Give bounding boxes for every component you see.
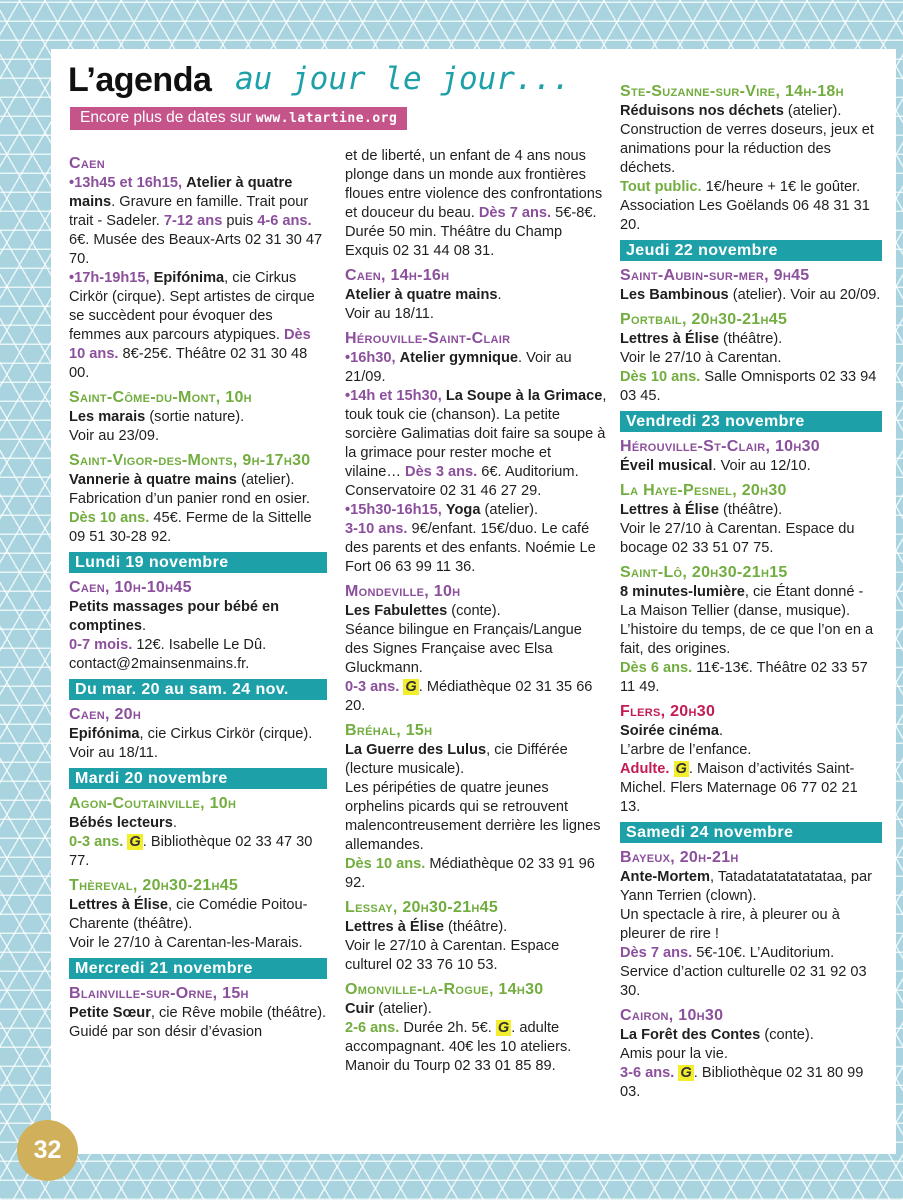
event: Les Fabulettes (conte). Séance bilingue en Français/Langue des Signes Française avec Elsa Gluckmann. 0-3 ans. G . Médiathèque 02 31 35 66 20.	[345, 603, 593, 714]
free-badge: G	[405, 679, 417, 695]
event: •16h30, Atelier gymnique. Voir au 21/09.	[345, 350, 572, 385]
event-place: Saint-Vigor-des-Monts, 9h-17h30	[69, 452, 311, 469]
page-number: 32	[17, 1120, 78, 1181]
event-place: Hérouville-St-Clair, 10h30	[620, 438, 820, 455]
event: Lettres à Élise, cie Comédie Poitou-Charente (théâtre). Voir le 27/10 à Carentan-les-Marais.	[69, 897, 308, 951]
event-place: Portbail, 20h30-21h45	[620, 311, 788, 328]
agenda-page	[51, 49, 896, 1154]
event-place: Saint-Aubin-sur-mer, 9h45	[620, 267, 810, 284]
event-place: La Haye-Pesnel, 20h30	[620, 482, 787, 499]
free-badge: G	[680, 1065, 692, 1081]
event: •13h45 et 16h15, Atelier à quatre mains. Gravure en famille. Trait pour trait - Sadeler. 7-12 ans puis 4-6 ans. 6€. Musée des Beaux-Arts 02 31 30 47 70.	[69, 175, 323, 267]
website-banner	[70, 107, 407, 130]
date-band: Lundi 19 novembre	[69, 552, 327, 573]
event-place: Hérouville-Saint-Clair	[345, 330, 511, 347]
date-band: Samedi 24 novembre	[620, 822, 882, 843]
event: •17h-19h15, Epifónima, cie Cirkus Cirkör (cirque). Sept artistes de cirque se succèdent pour évoquer des femmes aux parcours atypiques. Dès 10 ans. 8€-25€. Théâtre 02 31 30 48 00.	[69, 270, 315, 381]
column-1	[69, 149, 327, 1042]
event-place: Omonville-la-Rogue, 14h30	[345, 981, 544, 998]
event: Lettres à Élise (théâtre). Voir le 27/10 à Carentan. Espace du bocage 02 33 51 07 75.	[620, 502, 855, 556]
event: Lettres à Élise (théâtre). Voir le 27/10 à Carentan. Dès 10 ans. Salle Omnisports 02 33 94 03 45.	[620, 331, 877, 404]
event-continued: et de liberté, un enfant de 4 ans nous plonge dans un monde aux frontières floues entre violence des confrontations et douceur du beau. Dès 7 ans. 5€-8€. Durée 50 min. Théâtre du Champ Exquis 02 31 44 08 31.	[345, 148, 603, 259]
event-place: Flers, 20h30	[620, 703, 716, 720]
event: Epifónima, cie Cirkus Cirkör (cirque). Voir au 18/11.	[69, 726, 313, 761]
banner-text: Encore plus de dates sur	[80, 109, 256, 126]
event: La Forêt des Contes (conte). Amis pour la vie. 3-6 ans. G . Bibliothèque 02 31 80 99 03.	[620, 1027, 864, 1100]
event: Les Bambinous (atelier). Voir au 20/09.	[620, 287, 881, 303]
date-band: Mercredi 21 novembre	[69, 958, 327, 979]
event-place: Thèreval, 20h30-21h45	[69, 877, 239, 894]
column-3	[620, 77, 882, 1102]
event: Vannerie à quatre mains (atelier). Fabrication d’un panier rond en osier. Dès 10 ans. 45€. Ferme de la Sittelle 09 51 30-28 92.	[69, 472, 312, 545]
event-place: Saint-Lô, 20h30-21h15	[620, 564, 788, 581]
date-band: Mardi 20 novembre	[69, 768, 327, 789]
event-place: Lessay, 20h30-21h45	[345, 899, 499, 916]
event: Réduisons nos déchets (atelier). Construction de verres doseurs, jeux et animations pour la réduction des déchets. Tout public. 1€/heure + 1€ le goûter. Association Les Goëlands 06 48 31 31 20.	[620, 103, 874, 233]
event: •14h et 15h30, La Soupe à la Grimace, touk touk cie (chanson). La petite sorcière Galimatias doit faire sa soupe à la grimace pour rester moche et vilaine… Dès 3 ans. 6€. Auditorium. Conservatoire 02 31 46 27 29.	[345, 388, 607, 499]
event-place: Agon-Coutainville, 10h	[69, 795, 237, 812]
date-band: Jeudi 22 novembre	[620, 240, 882, 261]
event-place: Ste-Suzanne-sur-Vire, 14h-18h	[620, 83, 844, 100]
event-place: Bréhal, 15h	[345, 722, 433, 739]
event-place: Caen	[69, 155, 105, 172]
event: La Guerre des Lulus, cie Différée (lecture musicale). Les péripéties de quatre jeunes orphelins picards qui se retrouvent malencontreusement derrière les lignes allemandes. Dès 10 ans. Médiathèque 02 33 91 96 92.	[345, 742, 601, 891]
column-2	[345, 147, 607, 1076]
event: Ante-Mortem, Tatadatatatatatataa, par Yann Terrien (clown). Un spectacle à rire, à pleurer ou à pleurer de rire ! Dès 7 ans. 5€-10€. L’Auditorium. Service d’action culturelle 02 31 92 03 30.	[620, 869, 873, 999]
event: Lettres à Élise (théâtre). Voir le 27/10 à Carentan. Espace culturel 02 33 76 10 53.	[345, 919, 560, 973]
event: Petits massages pour bébé en comptines. 0-7 mois. 12€. Isabelle Le Dû. contact@2mainsenmains.fr.	[69, 599, 280, 672]
event-place: Blainville-sur-Orne, 15h	[69, 985, 249, 1002]
free-badge: G	[675, 761, 687, 777]
event: 8 minutes-lumière, cie Étant donné - La Maison Tellier (danse, musique). L’histoire du temps, de ce que l’on en a fait, des origines. Dès 6 ans. 11€-13€. Théâtre 02 33 57 11 49.	[620, 584, 874, 695]
date-band: Du mar. 20 au sam. 24 nov.	[69, 679, 327, 700]
event: Éveil musical. Voir au 12/10.	[620, 458, 811, 474]
free-badge: G	[497, 1020, 510, 1036]
event-place: Cairon, 10h30	[620, 1007, 724, 1024]
page-title: L’agenda	[68, 61, 212, 99]
event: Atelier à quatre mains. Voir au 18/11.	[345, 287, 502, 322]
event-place: Caen, 10h-10h45	[69, 579, 192, 596]
event-place: Saint-Côme-du-Mont, 10h	[69, 389, 252, 406]
event: Les marais (sortie nature). Voir au 23/09.	[69, 409, 245, 444]
event: Soirée cinéma. L’arbre de l’enfance. Adulte. G . Maison d’activités Saint-Michel. Flers Maternage 06 77 02 21 13.	[620, 723, 858, 815]
free-badge: G	[129, 834, 141, 850]
date-band: Vendredi 23 novembre	[620, 411, 882, 432]
website-link[interactable]: www.latartine.org	[255, 111, 398, 126]
page-subtitle: au jour le jour...	[235, 61, 571, 97]
event-place: Mondeville, 10h	[345, 583, 461, 600]
event: Cuir (atelier). 2-6 ans. Durée 2h. 5€. G . adulte accompagnant. 40€ les 10 ateliers. Manoir du Tourp 02 33 01 85 89.	[345, 1001, 572, 1074]
event-place: Caen, 14h-16h	[345, 267, 450, 284]
event: •15h30-16h15, Yoga (atelier). 3-10 ans. 9€/enfant. 15€/duo. Le café des parents et des enfants. Noémie Le Fort 06 63 99 11 36.	[345, 502, 596, 575]
event-place: Bayeux, 20h-21h	[620, 849, 739, 866]
event: Bébés lecteurs. 0-3 ans. G . Bibliothèque 02 33 47 30 77.	[69, 815, 313, 869]
event: Petite Sœur, cie Rêve mobile (théâtre). Guidé par son désir d’évasion	[69, 1005, 327, 1040]
event-place: Caen, 20h	[69, 706, 142, 723]
